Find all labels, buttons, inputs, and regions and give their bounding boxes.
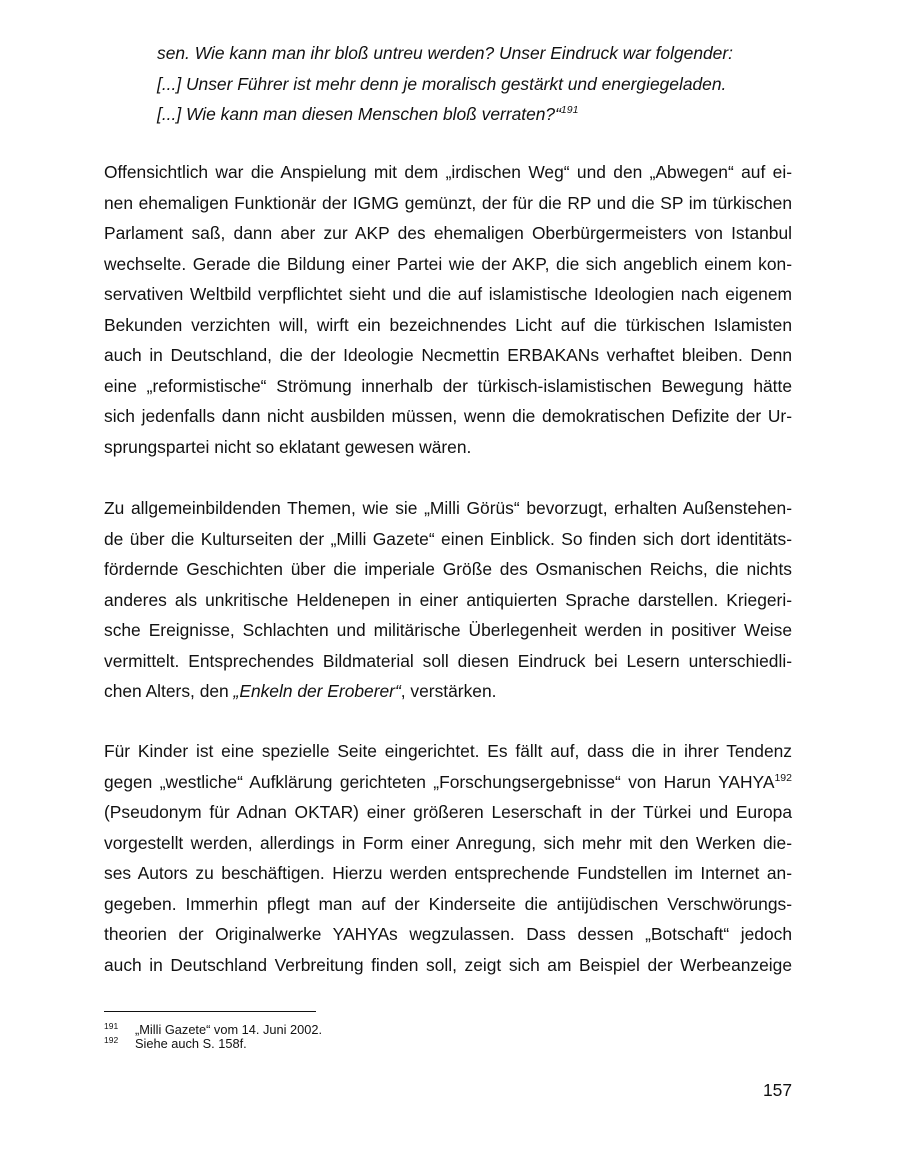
text-line: anderes als unkritische Heldenepen in einer antiquierten Sprache darstellen. Kriegeri- bbox=[104, 589, 792, 610]
text-line: auch in Deutschland, die der Ideologie Necmettin ERBAKANs verhaftet bleiben. Denn bbox=[104, 345, 792, 366]
footnote-number: 191 bbox=[104, 1021, 119, 1031]
text-fragment: gegen „westliche“ Aufklärung gerichteten „Forschungsergebnisse“ von Harun YAHYA bbox=[104, 771, 775, 792]
text-line: fördernde Geschichten über die imperiale Größe des Osmanischen Reichs, die nichts bbox=[104, 559, 792, 580]
text-line: eine „reformistische“ Strömung innerhalb der türkisch-islamistischen Bewegung hätte bbox=[104, 375, 792, 396]
text-line: sich jedenfalls dann nicht ausbilden müssen, wenn die demokratischen Defizite der Ur- bbox=[104, 406, 792, 427]
paragraph-1 bbox=[104, 157, 792, 462]
text-fragment: chen Alters, den bbox=[104, 681, 234, 702]
text-line: Parlament saß, dann aber zur AKP des ehemaligen Oberbürgermeisters von Istanbul bbox=[104, 223, 792, 244]
italic-title: „Enkeln der Eroberer“ bbox=[233, 681, 401, 702]
text-line: Offensichtlich war die Anspielung mit dem „irdischen Weg“ und den „Abwegen“ auf ei- bbox=[104, 162, 792, 182]
text-line: sche Ereignisse, Schlachten und militärische Überlegenheit werden in positiver Weise bbox=[104, 620, 792, 641]
text-line: ses Autors zu beschäftigen. Hierzu werden entsprechende Fundstellen im Internet an- bbox=[104, 863, 792, 884]
quote-line bbox=[157, 99, 797, 130]
text-line: gegeben. Immerhin pflegt man auf der Kinderseite die antijüdischen Verschwörungs- bbox=[104, 893, 792, 914]
text-line: theorien der Originalwerke YAHYAs wegzulassen. Dass dessen „Botschaft“ jedoch bbox=[104, 924, 792, 945]
paragraph-3 bbox=[104, 736, 792, 980]
text-fragment: , verstärken. bbox=[400, 681, 497, 702]
text-line: servativen Weltbild verpflichtet sieht und die auf islamistische Ideologien nach eigenem bbox=[104, 284, 792, 305]
footnote-number: 192 bbox=[104, 1035, 119, 1045]
text-line: nen ehemaligen Funktionär der IGMG gemünzt, der für die RP und die SP im türkischen bbox=[104, 192, 792, 213]
quote-line-text: [...] Wie kann man diesen Menschen bloß verraten?“ bbox=[157, 104, 561, 124]
text-line: auch in Deutschland Verbreitung finden soll, zeigt sich am Beispiel der Werbeanzeige bbox=[104, 954, 792, 975]
footnote-ref-191[interactable]: 191 bbox=[560, 104, 579, 116]
page-number: 157 bbox=[763, 1080, 793, 1100]
quote-line: [...] Unser Führer ist mehr denn je moralisch gestärkt und energiegeladen. bbox=[157, 73, 727, 94]
text-line: (Pseudonym für Adnan OKTAR) einer größeren Leserschaft in der Türkei und Europa bbox=[104, 802, 792, 823]
footnote-text: Siehe auch S. 158f. bbox=[135, 1036, 247, 1051]
footnote-separator bbox=[104, 1011, 316, 1012]
text-line: vorgestellt werden, allerdings in Form einer Anregung, sich mehr mit den Werken die- bbox=[104, 832, 792, 853]
text-line: vermittelt. Entsprechendes Bildmaterial soll diesen Eindruck bei Lesern unterschiedli- bbox=[104, 650, 792, 671]
text-line: Bekunden verzichten will, wirft ein bezeichnendes Licht auf die türkischen Islamisten bbox=[104, 314, 792, 335]
text-line: Für Kinder ist eine spezielle Seite eingerichtet. Es fällt auf, dass die in ihrer Tendenz bbox=[104, 741, 792, 761]
quote-line: sen. Wie kann man ihr bloß untreu werden? Unser Eindruck war folgender: bbox=[157, 43, 733, 63]
paragraph-2 bbox=[104, 493, 792, 707]
text-line: sprungspartei nicht so eklatant gewesen wären. bbox=[104, 436, 472, 457]
text-line: de über die Kulturseiten der „Milli Gazete“ einen Einblick. So finden sich dort identitäts- bbox=[104, 528, 792, 549]
text-line bbox=[104, 676, 792, 707]
footnote-text: „Milli Gazete“ vom 14. Juni 2002. bbox=[135, 1022, 323, 1037]
footnote-192 bbox=[104, 1033, 247, 1051]
text-line: Zu allgemeinbildenden Themen, wie sie „Milli Görüs“ bevorzugt, erhalten Außenstehen- bbox=[104, 498, 792, 518]
block-quote bbox=[157, 38, 797, 130]
text-line: wechselte. Gerade die Bildung einer Partei wie der AKP, die sich angeblich einem kon- bbox=[104, 253, 792, 274]
footnote-ref-192[interactable]: 192 bbox=[774, 771, 792, 784]
text-line bbox=[104, 767, 792, 798]
